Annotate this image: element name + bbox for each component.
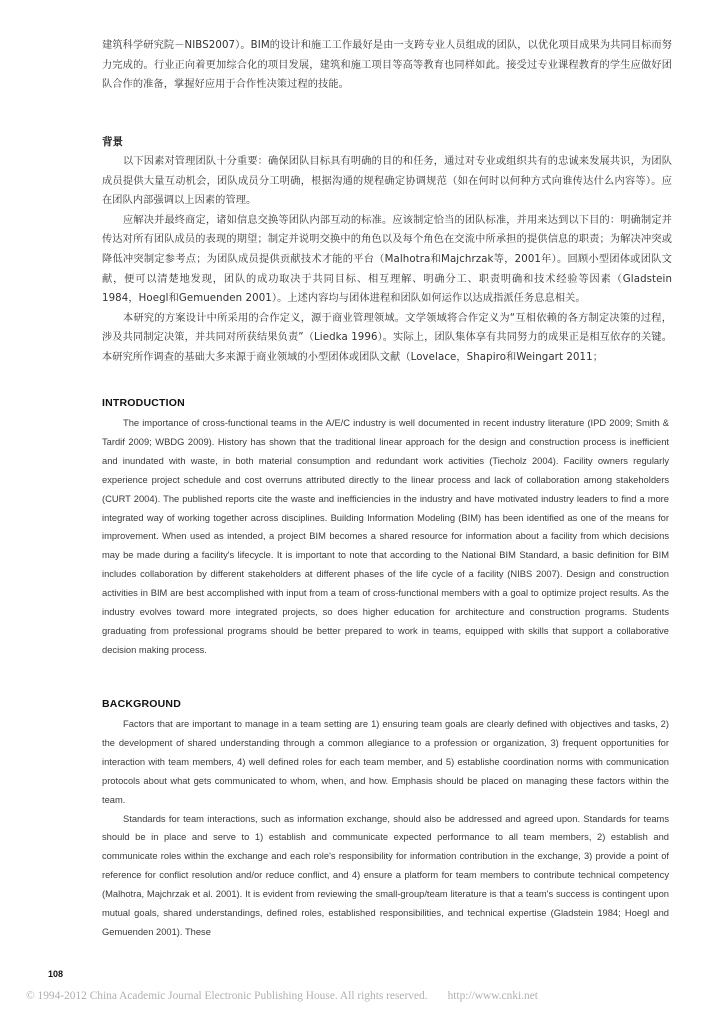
chinese-background-body bbox=[102, 152, 672, 368]
background-heading: BACKGROUND bbox=[102, 698, 181, 710]
footer-url-link[interactable]: http://www.cnki.net bbox=[447, 990, 538, 1002]
chinese-background-paragraph-1: 以下因素对管理团队十分重要：确保团队目标具有明确的目的和任务，通过对专业或组织共有的忠诚来发展共识，为团队成员提供大量互动机会，团队成员分工明确，根据沟通的规程确定协调规范（如在何时以何种方式向谁传达什么内容等）。应在团队内部强调以上因素的管理。 bbox=[102, 156, 672, 207]
page-number: 108 bbox=[48, 969, 64, 979]
chinese-background-paragraph-3: 本研究的方案设计中所采用的合作定义，源于商业管理领域。文学领域将合作定义为“互相依赖的各方制定决策的过程，涉及共同制定决策，并共同对所获结果负责”（Liedka 1996）。实际上，团队集体享有共同努力的成果正是相互依存的关键。本研究所作调查的基础大多来源于商业领域的小型团体或团队文献（Lovelace，Shapiro和Weingart 2011； bbox=[102, 312, 672, 363]
background-paragraph-1: Factors that are important to manage in a team setting are 1) ensuring team goals are clearly defined with objectives and tasks, 2) the development of shared understanding through a common allegiance to a profession or organization, 3) frequent opportunities for interaction with team members, 4) well defined roles for each team member, and 5) establishe coordination norms with communication protocols about what gets communicated to whom, when, and how. Emphasis should be placed on managing these factors within the team. bbox=[102, 719, 669, 805]
chinese-background-heading: 背景 bbox=[102, 136, 123, 148]
chinese-background-paragraph-2: 应解决并最终商定，诸如信息交换等团队内部互动的标准。应该制定恰当的团队标准，并用来达到以下目的：明确制定并传达对所有团队成员的表现的期望；制定并说明交换中的角色以及每个角色在交流中所承担的提供信息的职责；为解决冲突或降低冲突制定参考点；为团队成员提供贡献技术才能的平台（Malhotra和Majchrzak等，2001年）。回顾小型团体或团队文献，便可以清楚地发现，团队的成功取决于共同目标、相互理解、明确分工、职责明确和技术经验等因素（Gladstein 1984，Hoegl和Gemuenden 2001）。上述内容均与团体进程和团队如何运作以达成指派任务息息相关。 bbox=[102, 214, 672, 305]
chinese-intro-paragraph bbox=[102, 36, 672, 95]
introduction-heading: INTRODUCTION bbox=[102, 397, 185, 409]
introduction-paragraph: The importance of cross-functional teams in the A/E/C industry is well documented in recent industry literature (IPD 2009; Smith & Tardif 2009; WBDG 2009). History has shown that the traditional linear approach for the design and construction process is inefficient and inundated with waste, in both material consumption and redundant work activities (Tiecholz 2004). Facility owners regularly experience project schedule and cost overruns attributed directly to the linear process and lack of collaboration among stakeholders (CURT 2004). The published reports cite the waste and inefficiencies in the industry and have motivated industry leaders to find a more integrated way of working together across disciplines. Building Information Modeling (BIM) has been identified as one of the means for improvement. When used as intended, a project BIM becomes a shared resource for information about a facility from which decisions may be made during a facility's lifecycle. It is important to note that according to the National BIM Standard, a basic definition for BIM includes collaboration by different stakeholders at different phases of the life cycle of a facility (NIBS 2007). Design and construction activities in BIM are best accomplished with input from a team of cross-functional members with a goal to optimize project results. As the industry evolves toward more integrated projects, so does higher education for architecture and construction programs. Students graduating from professional programs should be better prepared to work in teams, equipped with skills that support a collaborative decision making process. bbox=[102, 418, 669, 655]
introduction-body bbox=[102, 414, 669, 660]
chinese-intro-text: 建筑科学研究院－NIBS2007）。BIM的设计和施工工作最好是由一支跨专业人员组成的团队，以优化项目成果为共同目标而努力完成的。行业正向着更加综合化的项目发展，建筑和施工项目等高等教育也同样如此。接受过专业课程教育的学生应做好团队合作的准备，掌握好应用于合作性决策过程的技能。 bbox=[102, 40, 672, 91]
footer bbox=[26, 990, 706, 1002]
background-body bbox=[102, 715, 669, 942]
background-paragraph-2: Standards for team interactions, such as information exchange, should also be addressed and agreed upon. Standards for teams should be in place and serve to 1) establish and communicate expected performance to all team members, 2) establish and communicate roles within the exchange and each role's responsibility for information contribution in the exchange, 3) provide a point of reference for conflict resolution and/or reduce conflict, and 4) ensure a platform for team members to contribute technical competency (Malhotra, Majchrzak et al. 2001). It is evident from reviewing the small-group/team literature is that a team's success is contingent upon mutual goals, shared understandings, defined roles, established responsibilities, and technical expertise (Gladstein 1984; Hoegl and Gemuenden 2001). These bbox=[102, 813, 669, 937]
footer-copyright: © 1994-2012 China Academic Journal Electronic Publishing House. All rights reserved. bbox=[26, 990, 428, 1002]
